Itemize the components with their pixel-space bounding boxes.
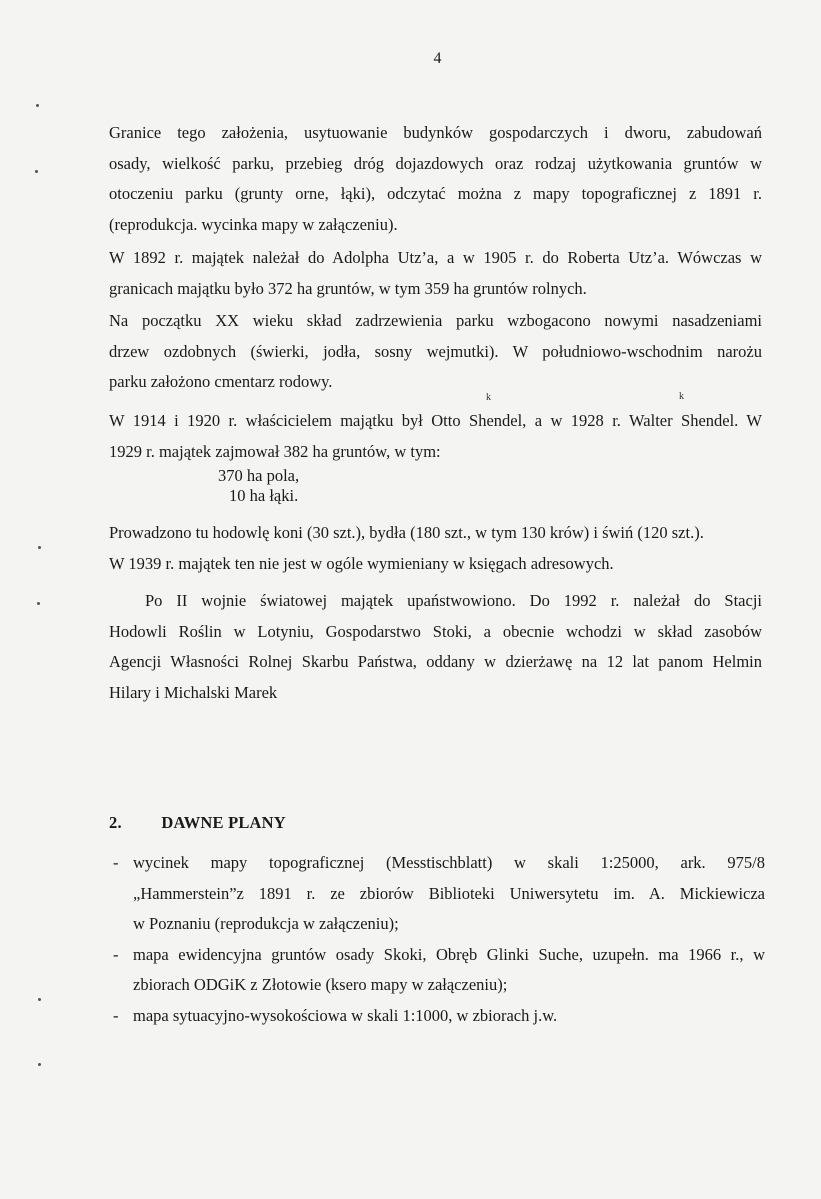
page-number: 4 — [433, 50, 442, 67]
scan-dot — [37, 602, 40, 605]
section-title: DAWNE PLANY — [161, 813, 286, 832]
text-line: „Hammerstein”z 1891 r. ze zbiorów Biblioteki Uniwersytetu im. A. Mickiewicza — [133, 883, 765, 903]
paragraph-post-war — [109, 586, 762, 708]
list-item: 370 ha pola, — [218, 466, 300, 485]
scan-dot — [38, 998, 41, 1001]
text-line: parku założono cmentarz rodowy. — [109, 372, 333, 391]
scan-dot — [38, 1063, 41, 1066]
scan-dot — [38, 546, 41, 549]
section-number: 2. — [109, 813, 122, 832]
old-plans-list — [113, 848, 765, 1031]
text-line: W 1892 r. majątek należał do Adolpha Utz’a, a w 1905 r. do Roberta Utz’a. Wówczas w — [109, 248, 762, 267]
bullet-dash: - — [113, 944, 119, 964]
list-item — [113, 848, 765, 940]
text-line: Hilary i Michalski Marek — [109, 682, 278, 702]
list-item: 10 ha łąki. — [229, 486, 299, 505]
text-line: W 1939 r. majątek ten nie jest w ogóle wymieniany w księgach adresowych. — [109, 553, 614, 573]
text-line: Agencji Własności Rolnej Skarbu Państwa, oddany w dzierżawę na 12 lat panom Helmin — [109, 652, 762, 671]
text-line: Po II wojnie światowej majątek upaństwowiono. Do 1992 r. należał do Stacji — [145, 591, 762, 610]
scan-dot — [35, 170, 38, 173]
list-item — [113, 1001, 765, 1032]
paragraph-1892-ownership — [109, 243, 762, 304]
paragraph-livestock — [109, 518, 762, 579]
text-line: mapa sytuacyjno-wysokościowa w skali 1:1000, w zbiorach j.w. — [133, 1005, 558, 1025]
text-line: w Poznaniu (reprodukcja w załączeniu); — [133, 914, 399, 933]
text-line: 1929 r. majątek zajmował 382 ha gruntów, w tym: — [109, 441, 441, 461]
text-line: Prowadzono tu hodowlę koni (30 szt.), bydła (180 szt., w tym 130 krów) i świń (120 szt.). — [109, 523, 704, 542]
text-line: mapa ewidencyjna gruntów osady Skoki, Obręb Glinki Suche, uzupełn. ma 1966 r., w — [133, 944, 765, 964]
text-line: zbiorach ODGiK z Złotowie (ksero mapy w załączeniu); — [133, 975, 508, 994]
text-line: Hodowli Roślin w Lotyniu, Gospodarstwo Stoki, a obecnie wchodzi w skład zasobów — [109, 621, 762, 641]
list-item — [113, 940, 765, 1001]
paragraph-1914-ownership — [109, 406, 762, 467]
paragraph-tree-planting — [109, 306, 762, 398]
scan-dot — [36, 104, 39, 107]
section-heading — [109, 813, 286, 833]
handwritten-correction-mark: k — [679, 391, 684, 402]
text-line: W 1914 i 1920 r. właścicielem majątku był Otto Shendel, a w 1928 r. Walter Shendel. W — [109, 411, 762, 430]
handwritten-correction-mark: k — [486, 392, 491, 403]
bullet-dash: - — [113, 853, 119, 872]
text-line: granicach majątku było 372 ha gruntów, w tym 359 ha gruntów rolnych. — [109, 278, 587, 298]
paragraph-park-boundaries — [109, 118, 762, 240]
text-line: Granice tego założenia, usytuowanie budynków gospodarczych i dworu, zabudowań — [109, 123, 762, 142]
text-line: osady, wielkość parku, przebieg dróg dojazdowych oraz rodzaj użytkowania gruntów w — [109, 153, 762, 173]
text-line: wycinek mapy topograficznej (Messtischblatt) w skali 1:25000, ark. 975/8 — [133, 853, 765, 872]
bullet-dash: - — [113, 1005, 119, 1025]
land-use-list — [218, 466, 299, 506]
text-line: Na początku XX wieku skład zadrzewienia parku wzbogacono nowymi nasadzeniami — [109, 311, 762, 330]
text-line: drzew ozdobnych (świerki, jodła, sosny wejmutki). W południowo-wschodnim narożu — [109, 341, 762, 361]
text-line: (reprodukcja. wycinka mapy w załączeniu). — [109, 214, 398, 234]
text-line: otoczeniu parku (grunty orne, łąki), odczytać można z mapy topograficznej z 1891 r. — [109, 184, 762, 203]
